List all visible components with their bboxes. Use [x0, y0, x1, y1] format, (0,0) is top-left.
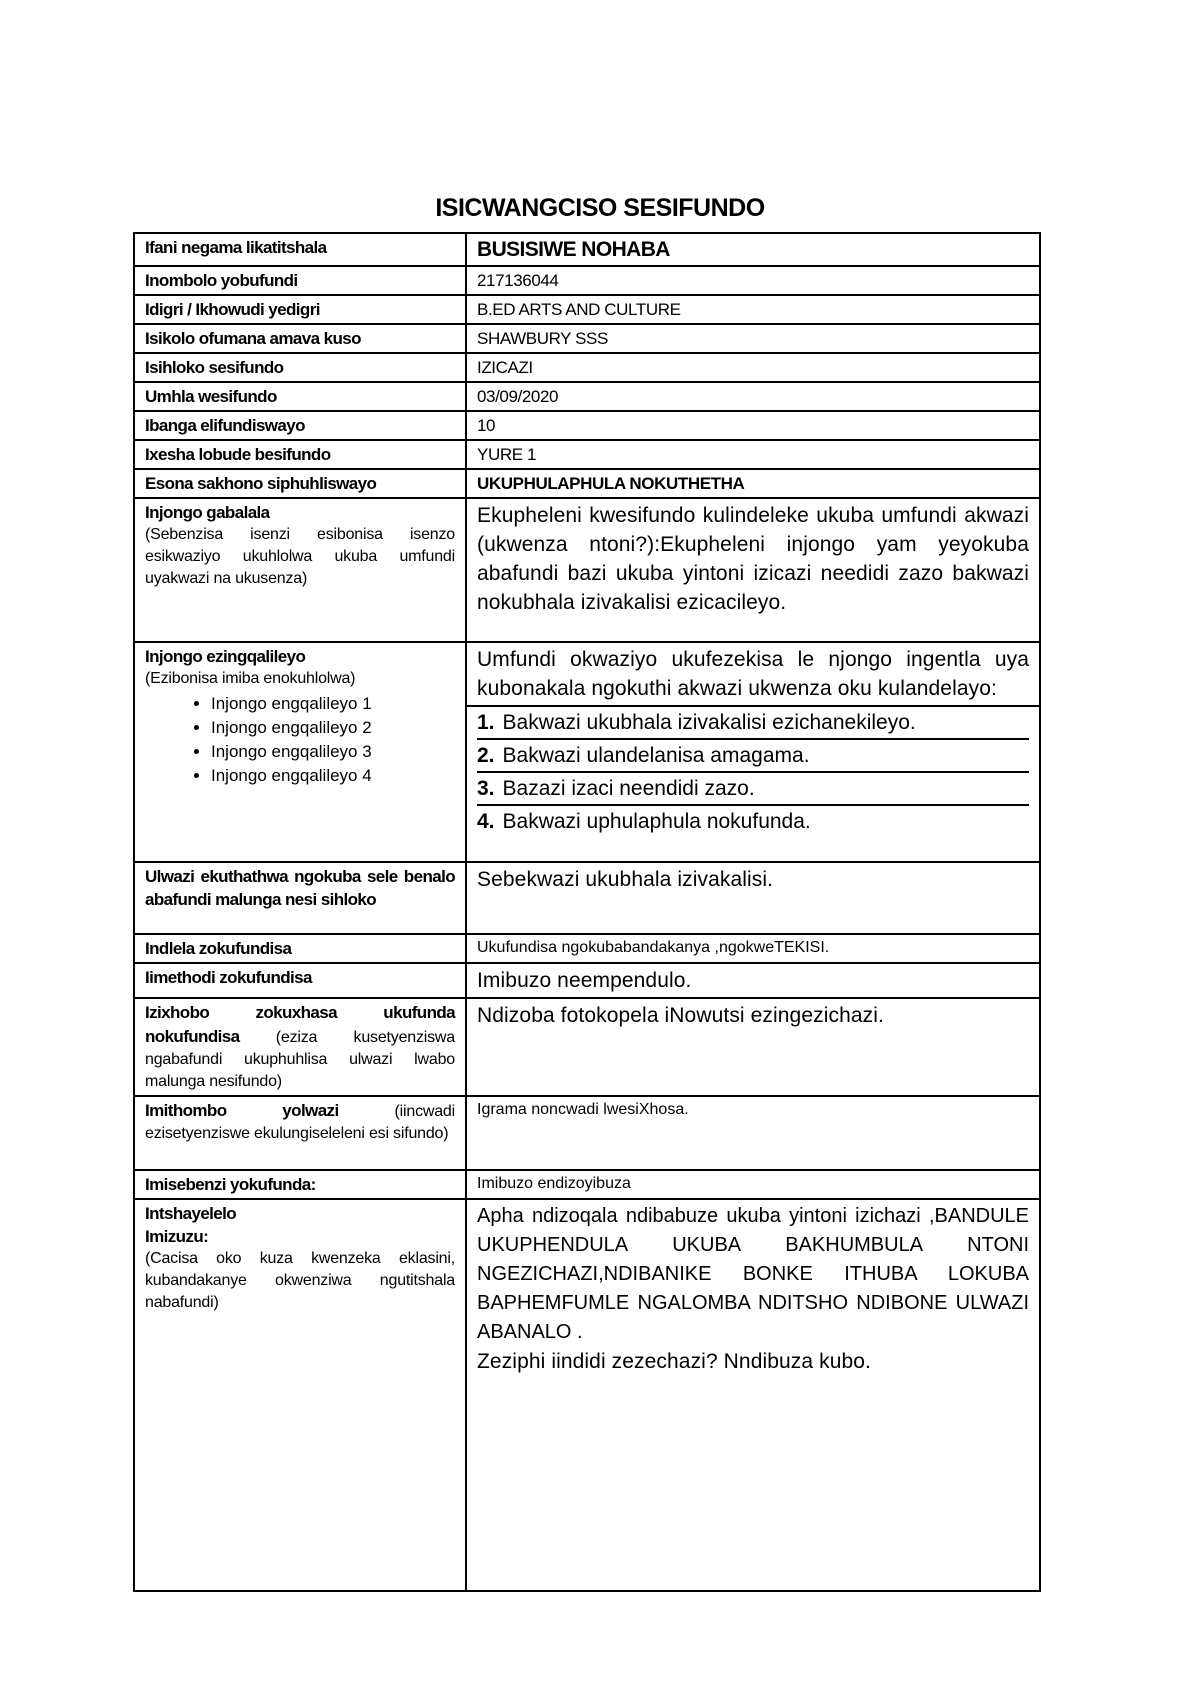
specific-aims-label: Injongo ezingqalileyo [145, 647, 306, 666]
list-item [477, 773, 1029, 806]
row-learning-activities [134, 1170, 1040, 1199]
degree-value: B.ED ARTS AND CULTURE [477, 300, 681, 319]
item-number: 4. [477, 809, 495, 833]
methods-value: Imibuzo neempendulo. [477, 969, 692, 992]
row-duration [134, 440, 1040, 469]
row-methods [134, 963, 1040, 998]
list-item: • Injongo engqalileyo 4 [211, 764, 465, 788]
general-aim-label: Injongo gabalala [145, 503, 270, 522]
degree-label: Idigri / Ikhowudi yedigri [145, 300, 320, 319]
teacher-name-label: Ifani negama likatitshala [145, 238, 327, 257]
methods-label: Iimethodi zokufundisa [145, 968, 312, 987]
lesson-plan-table [133, 232, 1041, 1592]
list-item [477, 806, 1029, 837]
list-item: • Injongo engqalileyo 3 [211, 740, 465, 764]
row-specific-aims [134, 642, 1040, 862]
introduction-value: Apha ndizoqala ndibabuze ukuba yintoni izichazi ,BANDULE UKUPHENDULA UKUBA BAKHUMBULA NTONI NGEZICHAZI,NDIBANIKE BONKE ITHUBA LOKUBA BAPHEMFUMLE NGALOMBA NDITSHO NDIBONE ULWAZI ABANALO . [477, 1205, 1029, 1343]
skill-value: UKUPHULAPHULA NOKUTHETHA [477, 474, 745, 493]
item-number: 1. [477, 710, 495, 734]
sources-note: (iincwadi ezisetyenziswe ekulungiseleleni esi sifundo) [145, 1103, 455, 1142]
resources-value: Ndizoba fotokopela iNowutsi ezingezichazi. [477, 1004, 884, 1027]
resources-label: Izixhobo zokuxhasa ukufunda nokufundisa [145, 1003, 455, 1046]
teaching-approach-label: Indlela zokufundisa [145, 939, 292, 958]
row-teaching-approach [134, 934, 1040, 963]
item-text: Bakwazi uphulaphula nokufunda. [502, 809, 811, 833]
sources-value: Igrama noncwadi lwesiXhosa. [477, 1101, 689, 1118]
student-number-label: Inombolo yobufundi [145, 271, 298, 290]
subject-label: Isihloko sesifundo [145, 358, 284, 377]
introduction-note: (Cacisa oko kuza kwenzeka eklasini, kubandakanye okwenziwa ngutitshala nabafundi) [145, 1250, 455, 1311]
specific-aims-note: (Ezibonisa imiba enokuhlolwa) [145, 670, 356, 687]
list-item: • Injongo engqalileyo 2 [211, 716, 465, 740]
resources-note: (eziza kusetyenziswa ngabafundi ukuphuhlisa ulwazi lwabo malunga nesifundo) [145, 1029, 455, 1090]
duration-label: Ixesha lobude besifundo [145, 445, 331, 464]
prior-knowledge-value: Sebekwazi ukubhala izivakalisi. [477, 868, 774, 891]
row-grade [134, 411, 1040, 440]
general-aim-note: (Sebenzisa isenzi esibonisa isenzo esikwaziyo ukuhlolwa ukuba umfundi uyakwazi na ukusenza) [145, 526, 455, 587]
row-school [134, 324, 1040, 353]
row-resources [134, 998, 1040, 1096]
item-text: Bakwazi ukubhala izivakalisi ezichanekileyo. [502, 710, 916, 734]
general-aim-value: Ekupheleni kwesifundo kulindeleke ukuba umfundi akwazi (ukwenza ntoni?):Ekupheleni injongo yam yeyokuba abafundi bazi ukuba yintoni izicazi needidi zazo bakwazi nokubhala izivakalisi ezicacileyo. [477, 504, 1029, 614]
sources-label: Imithombo yolwazi [145, 1101, 339, 1120]
duration-value: YURE 1 [477, 445, 537, 464]
date-value: 03/09/2020 [477, 387, 559, 406]
date-label: Umhla wesifundo [145, 387, 277, 406]
row-general-aim [134, 498, 1040, 642]
learning-activities-value: Imibuzo endizoyibuza [477, 1175, 631, 1192]
introduction-question: Zeziphi iindidi zezechazi? Nndibuza kubo. [477, 1350, 871, 1373]
list-item [477, 740, 1029, 773]
row-sources [134, 1096, 1040, 1170]
item-number: 2. [477, 743, 495, 767]
page-title: ISICWANGCISO SESIFUNDO [435, 194, 765, 222]
item-number: 3. [477, 776, 495, 800]
grade-label: Ibanga elifundiswayo [145, 416, 305, 435]
introduction-minutes-label: Imizuzu: [145, 1227, 209, 1246]
row-subject [134, 353, 1040, 382]
learning-activities-label: Imisebenzi yokufunda: [145, 1175, 316, 1194]
prior-knowledge-label: Ulwazi ekuthathwa ngokuba sele benalo abafundi malunga nesi sihloko [145, 867, 455, 909]
row-student-number [134, 266, 1040, 295]
item-text: Bazazi izaci neendidi zazo. [502, 776, 755, 800]
teaching-approach-value: Ukufundisa ngokubabandakanya ,ngokweTEKISI. [477, 939, 830, 956]
list-item: • Injongo engqalileyo 1 [211, 692, 465, 716]
specific-aims-bullet-list [135, 692, 465, 788]
subject-value: IZICAZI [477, 358, 533, 377]
school-value: SHAWBURY SSS [477, 329, 608, 348]
row-prior-knowledge [134, 862, 1040, 934]
school-label: Isikolo ofumana amava kuso [145, 329, 361, 348]
teacher-name-value: BUSISIWE NOHABA [477, 238, 670, 261]
row-skill [134, 469, 1040, 498]
student-number-value: 217136044 [477, 271, 559, 290]
row-degree [134, 295, 1040, 324]
introduction-label: Intshayelelo [145, 1204, 237, 1223]
specific-aims-intro: Umfundi okwaziyo ukufezekisa le njongo ingentla uya kubonakala ngokuthi akwazi ukwenza oku kulandelayo: [467, 643, 1039, 707]
skill-label: Esona sakhono siphuhliswayo [145, 474, 377, 493]
row-introduction [134, 1199, 1040, 1591]
row-date [134, 382, 1040, 411]
item-text: Bakwazi ulandelanisa amagama. [502, 743, 810, 767]
row-teacher-name [134, 233, 1040, 266]
grade-value: 10 [477, 416, 496, 435]
list-item [477, 707, 1029, 740]
